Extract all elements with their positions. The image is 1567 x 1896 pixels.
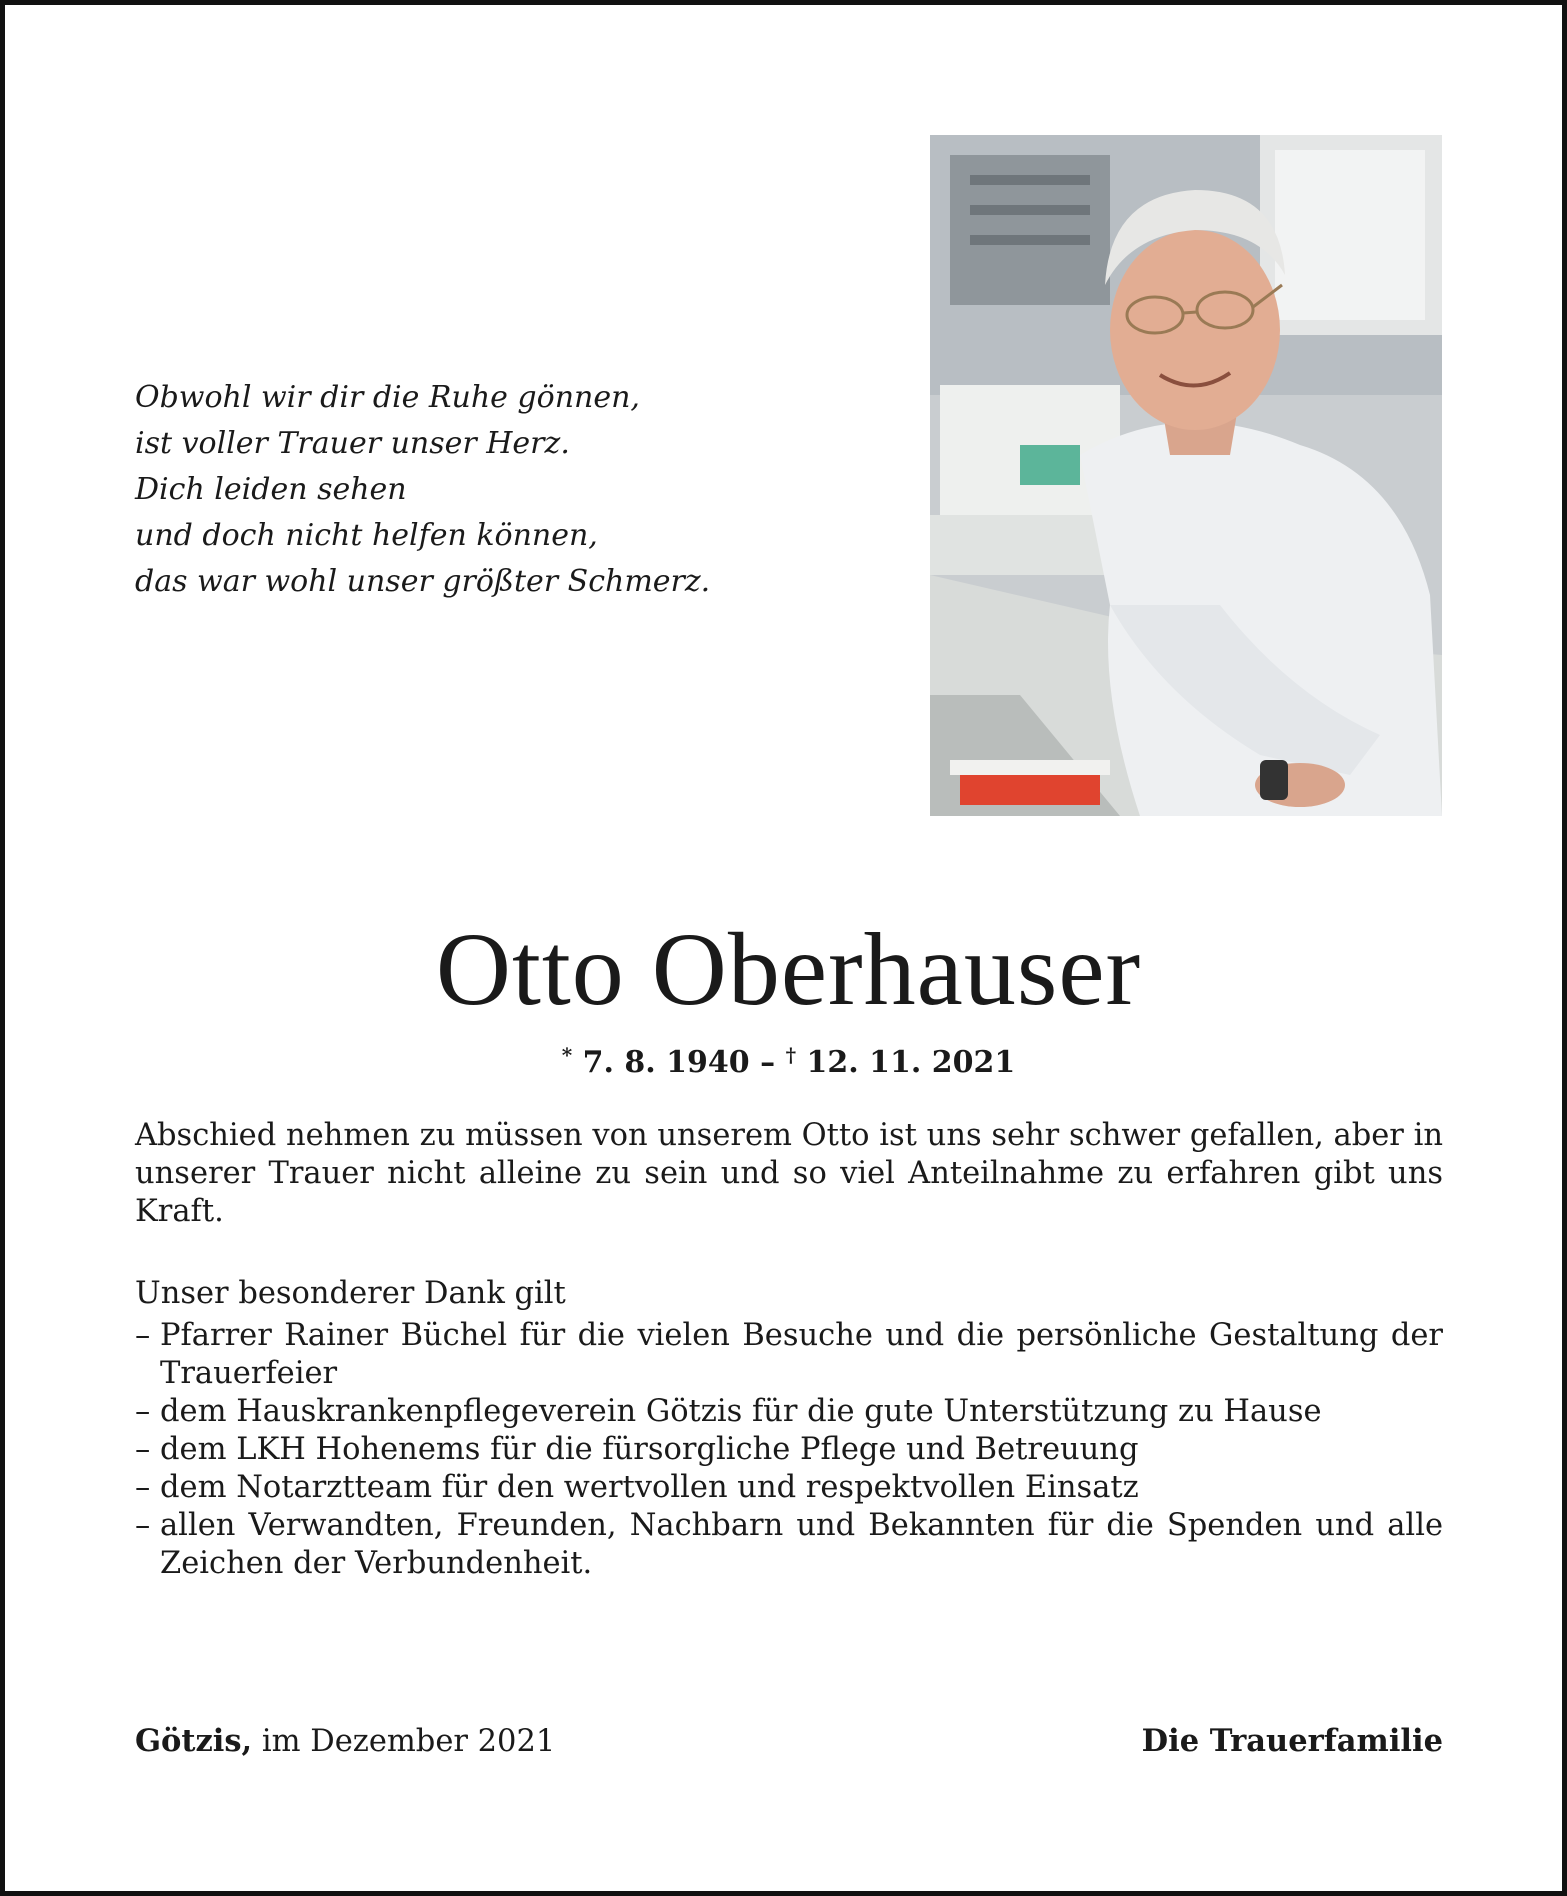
deceased-name: Otto Oberhauser (435, 912, 1142, 1027)
intro-paragraph: Abschied nehmen zu müssen von unserem Otto ist uns sehr schwer gefallen, aber in unserer Trauer nicht alleine zu sein und so viel Anteilnahme zu erfahren gibt uns Kraft. (135, 1118, 1443, 1229)
birth-symbol: * (561, 1043, 573, 1067)
birth-date: 7. 8. 1940 (582, 1045, 750, 1080)
thanks-heading: Unser besonderer Dank gilt (135, 1276, 566, 1311)
poem-line: und doch nicht helfen können, (135, 518, 598, 553)
poem-line: Dich leiden sehen (135, 472, 407, 507)
poem (135, 375, 710, 605)
poem-line: das war wohl unser größter Schmerz. (135, 564, 711, 599)
list-item: – Pfarrer Rainer Büchel für die vielen Besuche und die persönliche Gestaltung der Trauerfeier (135, 1317, 1443, 1393)
poem-line: ist voller Trauer unser Herz. (135, 426, 570, 461)
death-symbol: † (785, 1043, 797, 1067)
list-item: – dem LKH Hohenems für die fürsorgliche Pflege und Betreuung (135, 1431, 1443, 1469)
date-separator: – (760, 1045, 776, 1080)
footer (135, 1721, 1443, 1762)
signature: Die Trauerfamilie (1141, 1723, 1443, 1759)
footer-place: Götzis, (135, 1723, 253, 1759)
thanks-list (135, 1317, 1443, 1583)
list-item: – allen Verwandten, Freunden, Nachbarn und Bekannten für die Spenden und alle Zeichen der Verbundenheit. (135, 1507, 1443, 1583)
life-dates (5, 1035, 1567, 1083)
footer-date: im Dezember 2021 (252, 1724, 556, 1759)
list-item: – dem Notarztteam für den wertvollen und respektvollen Einsatz (135, 1469, 1443, 1507)
portrait-photo (930, 135, 1442, 816)
message-body (135, 1117, 1443, 1583)
poem-line: Obwohl wir dir die Ruhe gönnen, (135, 380, 640, 415)
list-item: – dem Hauskrankenpflegeverein Götzis für die gute Unterstützung zu Hause (135, 1393, 1443, 1431)
death-date: 12. 11. 2021 (806, 1045, 1016, 1080)
